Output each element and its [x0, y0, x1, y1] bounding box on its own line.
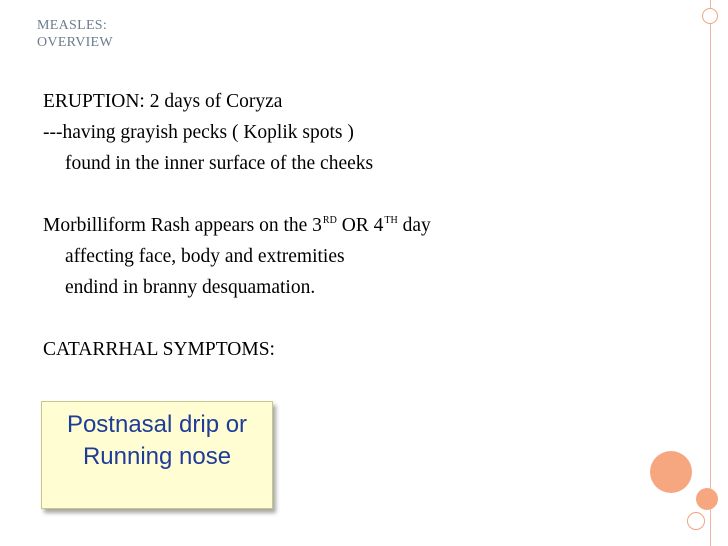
- decorative-circle-outline-bottom: [687, 512, 705, 530]
- rash-prefix: Morbilliform Rash appears on the 3: [43, 215, 322, 236]
- callout-box: [41, 401, 273, 509]
- spacer: [43, 179, 431, 210]
- ending-line: endind in branny desquamation.: [65, 277, 316, 298]
- rash-superscript-th: TH: [384, 215, 398, 226]
- rash-suffix: day: [397, 215, 431, 236]
- koplik-line: ---having grayish pecks ( Koplik spots ): [43, 122, 354, 143]
- title-line-2: OVERVIEW: [37, 35, 113, 50]
- slide-title: [37, 17, 113, 51]
- rash-superscript-rd: RD: [322, 215, 337, 226]
- spacer: [43, 303, 431, 334]
- eruption-line: ERUPTION: 2 days of Coryza: [43, 91, 283, 112]
- title-line-1: MEASLES:: [37, 18, 108, 33]
- decorative-circle-large: [650, 451, 692, 493]
- callout-line-1: Postnasal drip or: [66, 411, 248, 438]
- decorative-rail: [710, 0, 711, 546]
- slide-body: [43, 86, 431, 365]
- decorative-circle-small: [696, 488, 718, 510]
- rash-mid: OR 4: [336, 215, 384, 236]
- rash-line: [43, 210, 431, 241]
- callout-line-2: Running nose: [82, 443, 232, 470]
- catarrhal-line: CATARRHAL SYMPTOMS:: [43, 339, 275, 360]
- decorative-circle-outline: [702, 8, 718, 24]
- affecting-line: affecting face, body and extremities: [65, 246, 345, 267]
- found-line: found in the inner surface of the cheeks: [65, 153, 374, 174]
